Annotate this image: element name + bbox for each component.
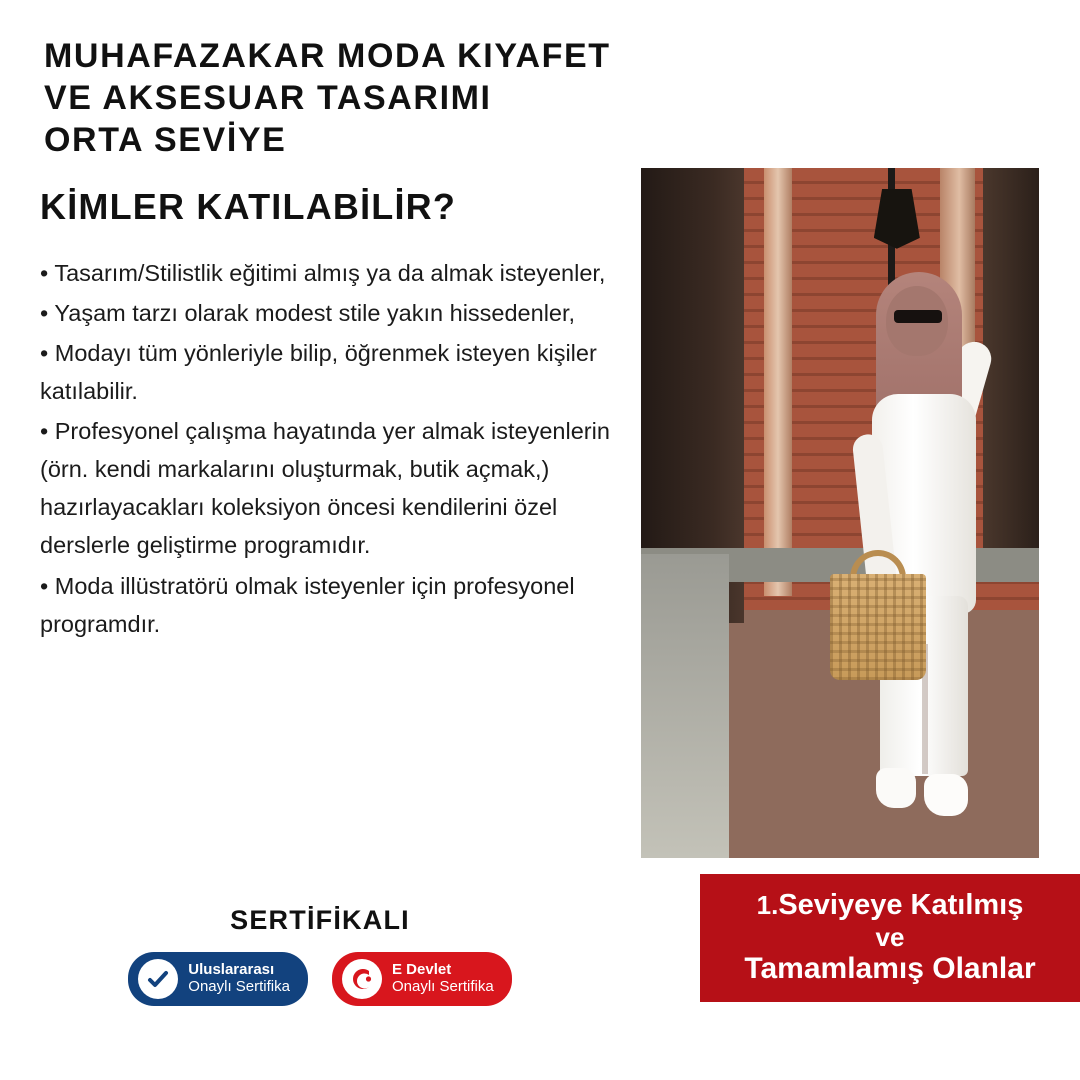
callout-line-1 [757, 889, 1024, 923]
check-icon [138, 959, 178, 999]
list-item: • Moda illüstratörü olmak isteyenler için profesyonel programdır. [40, 572, 575, 637]
callout-line-3: Tamamlamış Olanlar [744, 952, 1036, 986]
prerequisite-callout [700, 874, 1080, 1002]
fashion-photo [641, 168, 1039, 858]
eligibility-list [40, 254, 620, 643]
certificate-badges [40, 952, 600, 1006]
header-line-1: MUHAFAZAKAR MODA KIYAFET [44, 37, 611, 75]
straw-basket-bag [830, 574, 926, 680]
badge-line-2: Onaylı Sertifika [188, 978, 290, 995]
poster-header [44, 36, 744, 161]
sunglasses-icon [894, 310, 942, 323]
photo-woman-figure [824, 244, 1024, 844]
badge-line-2: Onaylı Sertifika [392, 978, 494, 995]
callout-level-number: 1. [756, 889, 779, 920]
list-item: • Profesyonel çalışma hayatında yer almak isteyenlerin (örn. kendi markalarını oluşturmak, butik açmak,) hazırlayacakları koleksiyon öncesi kendilerini özel derslerle geliştirme programıdır. [40, 418, 610, 559]
header-line-2: VE AKSESUAR TASARIMI [44, 78, 492, 117]
photo-stone-column [764, 168, 792, 596]
status-badge-international [128, 952, 308, 1006]
photo-street-lamp [874, 189, 920, 249]
list-item: • Modayı tüm yönleriyle bilip, öğrenmek isteyen kişiler katılabilir. [40, 340, 597, 405]
badge-line-1: Uluslararası [188, 961, 275, 979]
certificate-title: SERTİFİKALI [230, 905, 410, 935]
badge-line-1: E Devlet [392, 961, 452, 979]
callout-line-2: ve [875, 922, 905, 953]
figure-shoe-left [876, 768, 916, 808]
figure-shoe-right [924, 774, 968, 816]
certificate-block [40, 905, 600, 1006]
list-item: • Yaşam tarzı olarak modest stile yakın hissedenler, [40, 300, 576, 327]
photo-sidewalk [641, 554, 729, 858]
list-item: • Tasarım/Stilistlik eğitimi almış ya da almak isteyenler, [40, 260, 606, 286]
page-title: KİMLER KATILABİLİR? [40, 186, 457, 227]
callout-line-1-text: Seviyeye Katılmış [778, 888, 1024, 921]
header-line-3: ORTA SEVİYE [44, 120, 287, 159]
e-devlet-icon [342, 959, 382, 999]
status-badge-edevlet [332, 952, 512, 1006]
content-column [40, 186, 620, 645]
